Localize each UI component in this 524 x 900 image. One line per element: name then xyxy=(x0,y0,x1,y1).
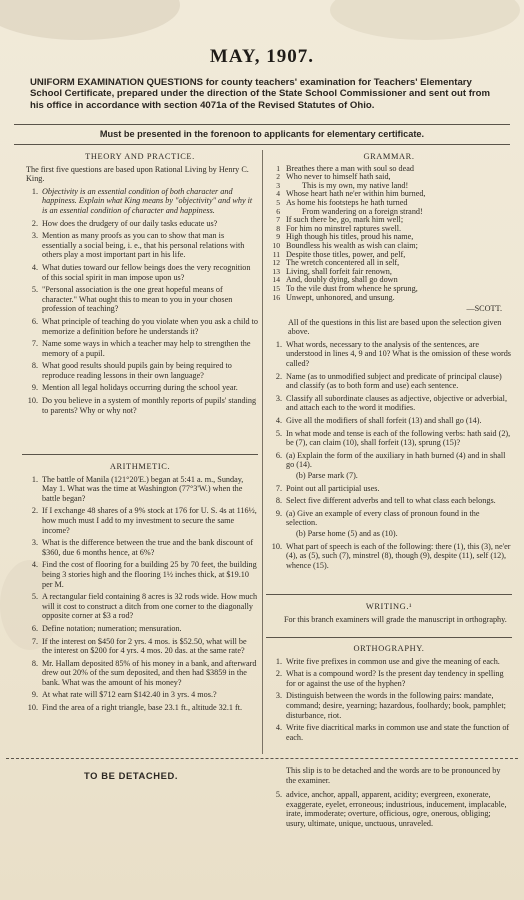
poem-line: 4 Whose heart hath ne'er within him burned, xyxy=(276,189,426,199)
sub-question: (b) Parse home (5) and as (10). xyxy=(296,528,398,538)
poem-line: 12 The wretch concentered all in self, xyxy=(272,258,400,268)
question: 9. (a) Give an example of every class of pronoun found in the selection. xyxy=(275,508,480,528)
question: 5. "Personal association is the one great hopeful means of character." What ought this to mean to you in your chosen profession of teaching? xyxy=(31,285,233,314)
question: 5. A rectangular field containing 8 acres is 32 rods wide. How much will it cost to construct a ditch from one corner to the diagonally opposite corner at $3 a rod? xyxy=(31,592,258,621)
poem-line: 9 High though his titles, proud his name, xyxy=(276,232,414,242)
detach-label: TO BE DETACHED. xyxy=(83,770,179,781)
question-list xyxy=(266,657,512,743)
detach-slip xyxy=(266,766,512,832)
question: 8. Mr. Hallam deposited 85% of his money in a bank, and afterward drew out 20% of the sum deposited, and then had $3859 in the bank. What was the amount of his money? xyxy=(31,658,257,687)
section-heading: ARITHMETIC. xyxy=(109,462,171,471)
question: 7. If the interest on $450 for 2 yrs. 4 mos. is $52.50, what will be the interest on $200 for 4 yrs. 4 mos. 20 das. at the same rate? xyxy=(31,636,247,656)
poem xyxy=(266,165,512,303)
writing-section xyxy=(266,602,512,627)
poem-line: 2 Who never to himself hath said, xyxy=(276,172,391,182)
paper-stain xyxy=(330,0,520,40)
detach-line xyxy=(6,758,518,759)
divider xyxy=(22,454,258,455)
question: 1. The battle of Manila (121°20'E.) began at 5:41 a. m., Sunday, May 1. What was the time at Washington (77°3'W.) when the battle began? xyxy=(31,474,244,503)
poem-line: 1 Breathes there a man with soul so dead xyxy=(276,163,415,173)
question-list xyxy=(22,475,258,713)
sub-question: (b) Parse mark (7). xyxy=(296,471,358,480)
grammar-note: All of the questions in this list are based upon the selection given above. xyxy=(288,317,502,337)
question: 10. What part of speech is each of the following: there (1), this (3), ne'er (4), as (5), such (7), minstrel (8), though (9), despite (11), self (12), whence (15). xyxy=(271,541,511,570)
question: 4. What duties toward our fellow beings does the very recognition of this social spirit in man impose upon us? xyxy=(31,262,251,282)
poem-line: 5 As home his footsteps he hath turned xyxy=(276,197,408,207)
arithmetic-section xyxy=(22,462,258,716)
question: 3. Mention as many proofs as you can to show that man is essentially a social being, i. e., that his personal relations with others play a most important part in his life. xyxy=(31,231,245,260)
section-heading: WRITING.¹ xyxy=(365,602,413,611)
question: 8. Select five different adverbs and tell to what class each belongs. xyxy=(275,496,496,506)
question: 6. (a) Explain the form of the auxiliary in hath burned (4) and in shall go (14). xyxy=(275,450,506,470)
poem-line: 6 From wandering on a foreign strand! xyxy=(276,206,423,216)
question: 7. Point out all participial uses. xyxy=(275,483,380,493)
divider xyxy=(14,144,510,145)
section-intro: The first five questions are based upon Rational Living by Henry C. King. xyxy=(26,164,249,184)
question: 6. What principle of teaching do you violate when you ask a child to memorize a definition before he understands it? xyxy=(31,316,258,336)
page-title: MAY, 1907. xyxy=(209,46,315,67)
question: 2. What is a compound word? Is the present day tendency in spelling for or against the use of the hyphen? xyxy=(275,669,504,688)
writing-text: For this branch examiners will grade the manuscript in orthography. xyxy=(284,614,507,624)
question: 1. What words, necessary to the analysis of the sentences, are understood in lines 4, 9 and 10? What is the omission of these words called? xyxy=(275,339,511,369)
question-list xyxy=(266,340,512,570)
question: 2. How does the drudgery of our daily tasks educate us? xyxy=(31,218,218,228)
poem-line: 14 And, doubly dying, shall go down xyxy=(272,275,398,285)
poem-line: 7 If such there be, go, mark him well; xyxy=(276,215,404,225)
column-divider xyxy=(262,150,263,754)
orthography-section xyxy=(266,644,512,745)
question: 3. Distinguish between the words in the following pairs: mandate, command; desire, yearning; hazardous, foolhardy; book, pamphlet; disturbance, riot. xyxy=(275,691,506,720)
question: 4. Find the cost of flooring for a building 25 by 70 feet, the building being 3 stories high and the flooring 1½ inches thick, at $19.10 per M. xyxy=(31,560,257,589)
question: 2. If I exchange 48 shares of a 9% stock at 176 for U. S. 4s at 116½, how much must I add to my investment to secure the same income? xyxy=(31,506,257,535)
poem-line: 16 Unwept, unhonored, and unsung. xyxy=(272,292,395,302)
question: 6. Define notation; numeration; mensuration. xyxy=(31,623,182,633)
poem-line: 13 Living, shall forfeit fair renown, xyxy=(272,266,392,276)
intro-text: UNIFORM EXAMINATION QUESTIONS for county teachers' examination for Teachers' Elementary School Certificate, prepared under the direction of the State School Commissioner and sent out from his office in accordance with section 4071a of the Revised Statutes of Ohio. xyxy=(30,77,491,111)
spelling-list: 5. advice, anchor, appall, apparent, acidity; evergreen, exonerate, exaggerate, eyelet, erroneous; industrious, inducement, implacable, irate, immoderate; overture, officious, ogre, onerous, obliging; usury, ultimate, unique, unctuous, unraveled. xyxy=(275,790,507,828)
question: 10. Find the area of a right triangle, base 23.1 ft., altitude 32.1 ft. xyxy=(27,703,243,713)
divider xyxy=(14,124,510,125)
section-heading: ORTHOGRAPHY. xyxy=(353,644,425,653)
question: 4. Write five diacritical marks in common use and state the function of each. xyxy=(275,723,510,742)
section-heading: THEORY AND PRACTICE. xyxy=(85,152,195,161)
question: 10. Do you believe in a system of monthly reports of pupils' standing to parents? Why or why not? xyxy=(27,396,257,415)
paper-stain xyxy=(0,0,180,40)
question: 9. Mention all legal holidays occurring during the school year. xyxy=(31,383,238,393)
question: 4. Give all the modifiers of shall forfeit (13) and shall go (14). xyxy=(275,416,482,426)
poem-line: 3 This is my own, my native land! xyxy=(276,180,409,190)
notice-text: Must be presented in the forenoon to applicants for elementary certificate. xyxy=(99,129,425,139)
section-heading: GRAMMAR. xyxy=(363,152,415,161)
poem-line: 11 Despite those titles, power, and pelf, xyxy=(272,249,406,259)
grammar-section xyxy=(266,152,512,573)
question-list xyxy=(22,187,258,415)
question: 2. Name (as to unmodified subject and predicate of principal clause) and classify (as to both form and use) each sentence. xyxy=(275,371,502,391)
detach-note: This slip is to be detached and the words are to be pronounced by the examiner. xyxy=(286,766,501,785)
poem-line: 15 To the vile dust from whence he sprung, xyxy=(272,283,418,293)
question: 3. What is the difference between the true and the bank discount of $360, due 6 months hence, at 6%? xyxy=(31,538,254,557)
question: 9. At what rate will $712 earn $142.40 in 3 yrs. 4 mos.? xyxy=(31,690,217,700)
question: 3. Classify all subordinate clauses as adjective, objective or adverbial, and attach each to the word it modifies. xyxy=(275,393,507,413)
poem-line: 8 For him no minstrel raptures swell. xyxy=(276,223,402,233)
divider xyxy=(266,637,512,638)
poem-line: 10 Boundless his wealth as wish can claim; xyxy=(272,240,418,250)
question: 1. Write five prefixes in common use and give the meaning of each. xyxy=(275,656,500,666)
question: 7. Name some ways in which a teacher may help to strengthen the memory of a pupil. xyxy=(31,339,251,358)
theory-section xyxy=(22,152,258,418)
question: 5. In what mode and tense is each of the following verbs: hath said (2), be (7), can claim (10), shall forfeit (13), sprung (15)? xyxy=(275,428,511,448)
question: 1. Objectivity is an essential condition of both character and happiness. Explain what King means by "objectivity" and why it is an essential condition of character and happiness. xyxy=(31,186,253,215)
question: 8. What good results should pupils gain by being required to reproduce reading lessons in their own language? xyxy=(31,361,232,380)
divider xyxy=(266,594,512,595)
poem-author: —SCOTT. xyxy=(466,304,502,314)
